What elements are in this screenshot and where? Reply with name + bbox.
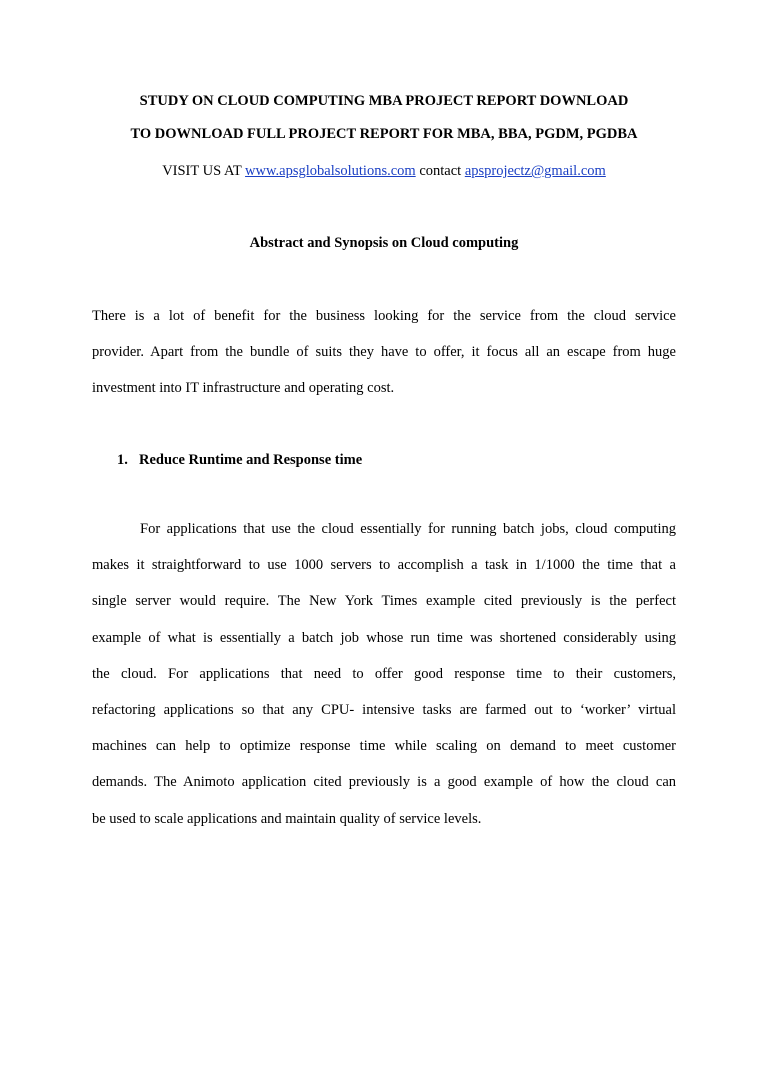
contact-line <box>0 163 768 180</box>
paragraph-line: For applications that use the cloud essentially for running batch jobs, cloud computing <box>140 521 676 537</box>
paragraph-line: machines can help to optimize response time while scaling on demand to meet customer <box>92 738 676 755</box>
paragraph-line: refactoring applications so that any CPU- intensive tasks are farmed out to ‘worker’ virtual <box>92 701 676 718</box>
email-link[interactable]: apsprojectz@gmail.com <box>464 163 606 179</box>
section-number: 1. <box>117 452 128 468</box>
website-link[interactable]: www.apsglobalsolutions.com <box>245 163 416 179</box>
abstract-heading: Abstract and Synopsis on Cloud computing <box>249 235 519 251</box>
paragraph-line: provider. Apart from the bundle of suits they have to offer, it focus all an escape from huge <box>92 344 676 361</box>
document-title: STUDY ON CLOUD COMPUTING MBA PROJECT REPORT DOWNLOAD <box>139 93 629 109</box>
paragraph-line: example of what is essentially a batch job whose run time was shortened considerably using <box>92 629 676 646</box>
paragraph-line: be used to scale applications and maintain quality of service levels. <box>92 810 482 827</box>
visit-prefix: VISIT US AT <box>162 163 246 179</box>
section-paragraph <box>92 521 676 847</box>
paragraph-line: makes it straightforward to use 1000 servers to accomplish a task in 1/1000 the time that a <box>92 557 676 574</box>
paragraph-line: demands. The Animoto application cited previously is a good example of how the cloud can <box>92 774 676 791</box>
download-notice: TO DOWNLOAD FULL PROJECT REPORT FOR MBA, BBA, PGDM, PGDBA <box>130 126 638 142</box>
paragraph-line: There is a lot of benefit for the business looking for the service from the cloud service <box>92 308 676 324</box>
paragraph-line: investment into IT infrastructure and operating cost. <box>92 380 395 397</box>
section-title: Reduce Runtime and Response time <box>139 452 363 468</box>
intro-paragraph <box>92 308 676 417</box>
section-heading <box>117 452 362 469</box>
paragraph-line: the cloud. For applications that need to offer good response time to their customers, <box>92 665 676 682</box>
contact-label: contact <box>415 163 465 179</box>
paragraph-line: single server would require. The New York Times example cited previously is the perfect <box>92 593 676 610</box>
